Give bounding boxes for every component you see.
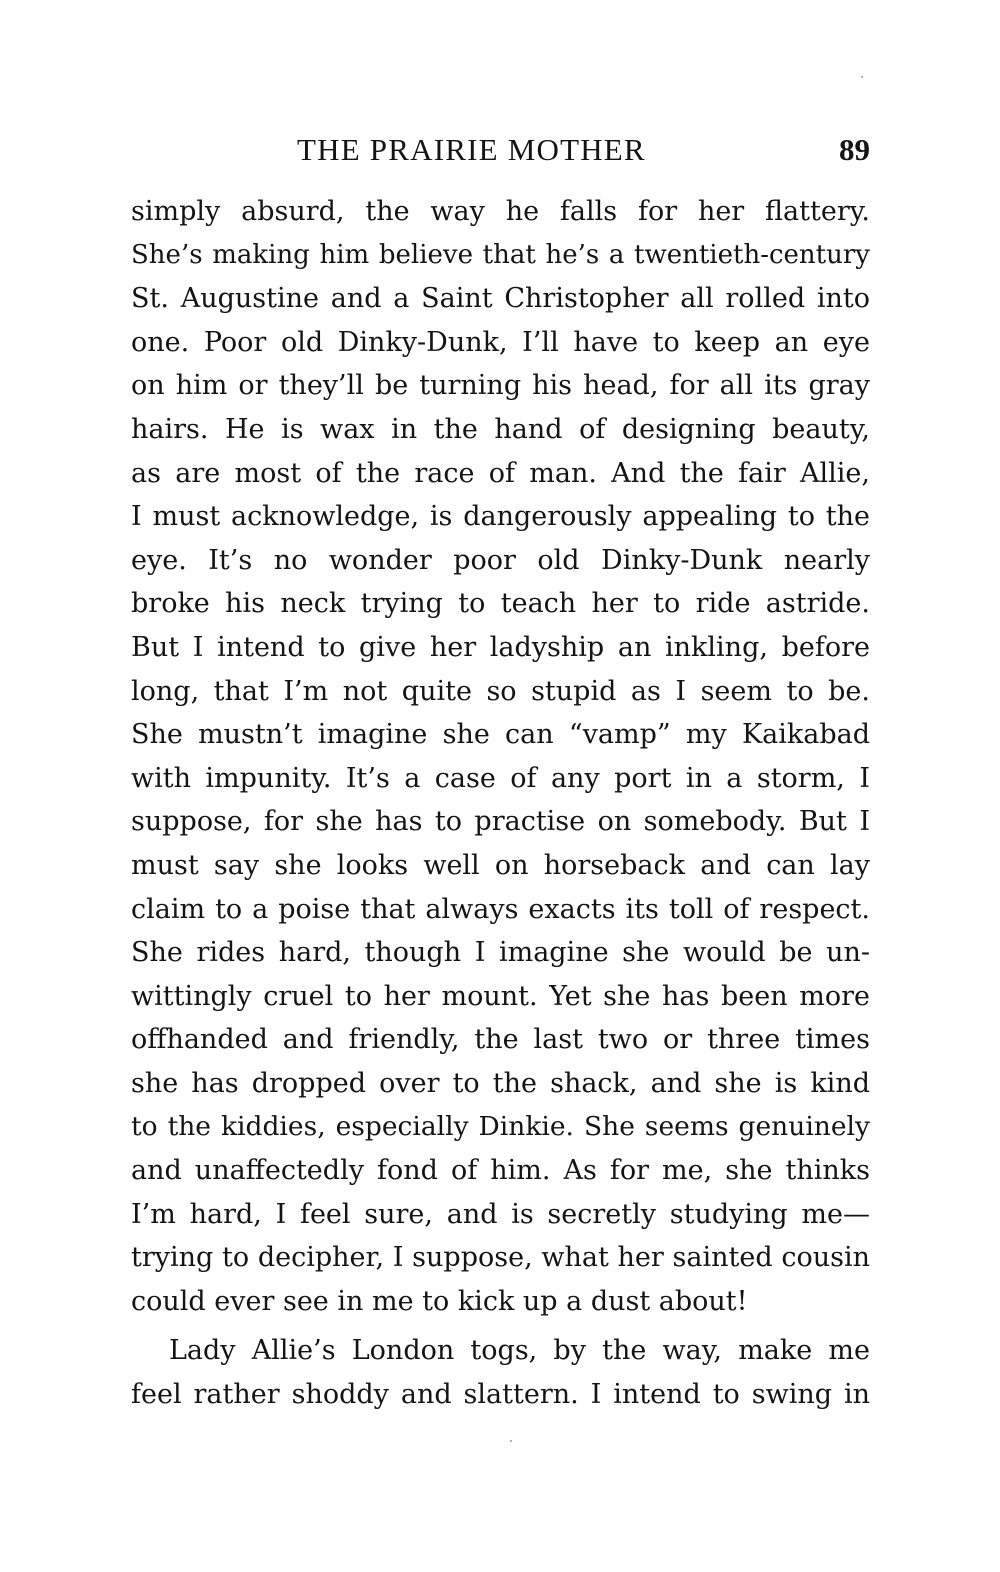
page-number: 89 bbox=[839, 132, 870, 167]
paragraph-1 bbox=[131, 190, 870, 1323]
text-line: must say she looks well on horseback and can lay bbox=[131, 849, 870, 881]
text-line: St. Augustine and a Saint Christopher all rolled into bbox=[131, 283, 870, 315]
text-line: on him or they’ll be turning his head, for all its gray bbox=[131, 370, 870, 402]
text-line: She’s making him believe that he’s a twentieth-century bbox=[131, 239, 870, 270]
text-line: could ever see in me to kick up a dust about! bbox=[131, 1285, 748, 1317]
text-line: to the kiddies, especially Dinkie. She seems genuinely bbox=[131, 1111, 870, 1143]
paper-speck bbox=[861, 76, 863, 78]
text-line: wittingly cruel to her mount. Yet she has been more bbox=[131, 980, 870, 1012]
text-line: broke his neck trying to teach her to ride astride. bbox=[131, 588, 870, 620]
text-line: with impunity. It’s a case of any port in a storm, I bbox=[131, 762, 870, 794]
text-line: long, that I’m not quite so stupid as I seem to be. bbox=[131, 675, 870, 707]
text-line: simply absurd, the way he falls for her flattery. bbox=[131, 196, 870, 227]
text-line: I’m hard, I feel sure, and is secretly studying me— bbox=[131, 1198, 870, 1230]
text-line: she has dropped over to the shack, and she is kind bbox=[131, 1067, 870, 1099]
text-line: and unaffectedly fond of him. As for me, she thinks bbox=[131, 1155, 870, 1187]
text-line: She rides hard, though I imagine she would be un- bbox=[131, 937, 870, 969]
text-line: trying to decipher, I suppose, what her sainted cousin bbox=[131, 1242, 870, 1274]
text-line: claim to a poise that always exacts its toll of respect. bbox=[131, 893, 870, 925]
text-line: She mustn’t imagine she can “vamp” my Kaikabad bbox=[131, 719, 870, 751]
body-text bbox=[131, 190, 870, 1417]
running-title: THE PRAIRIE MOTHER bbox=[297, 132, 646, 167]
text-line: one. Poor old Dinky-Dunk, I’ll have to keep an eye bbox=[131, 326, 870, 358]
text-line: But I intend to give her ladyship an inkling, before bbox=[131, 631, 870, 663]
text-line: as are most of the race of man. And the fair Allie, bbox=[131, 457, 870, 489]
text-line: feel rather shoddy and slattern. I intend to swing in bbox=[131, 1379, 870, 1411]
paragraph-2 bbox=[131, 1329, 870, 1416]
text-line: suppose, for she has to practise on somebody. But I bbox=[131, 806, 870, 838]
text-line: eye. It’s no wonder poor old Dinky-Dunk nearly bbox=[131, 544, 870, 576]
text-line: offhanded and friendly, the last two or three times bbox=[131, 1024, 870, 1056]
text-line: Lady Allie’s London togs, by the way, make me bbox=[169, 1335, 870, 1367]
running-head bbox=[131, 128, 870, 172]
paper-speck bbox=[510, 1440, 512, 1442]
text-line: I must acknowledge, is dangerously appealing to the bbox=[131, 501, 870, 533]
text-line: hairs. He is wax in the hand of designing beauty, bbox=[131, 413, 870, 445]
